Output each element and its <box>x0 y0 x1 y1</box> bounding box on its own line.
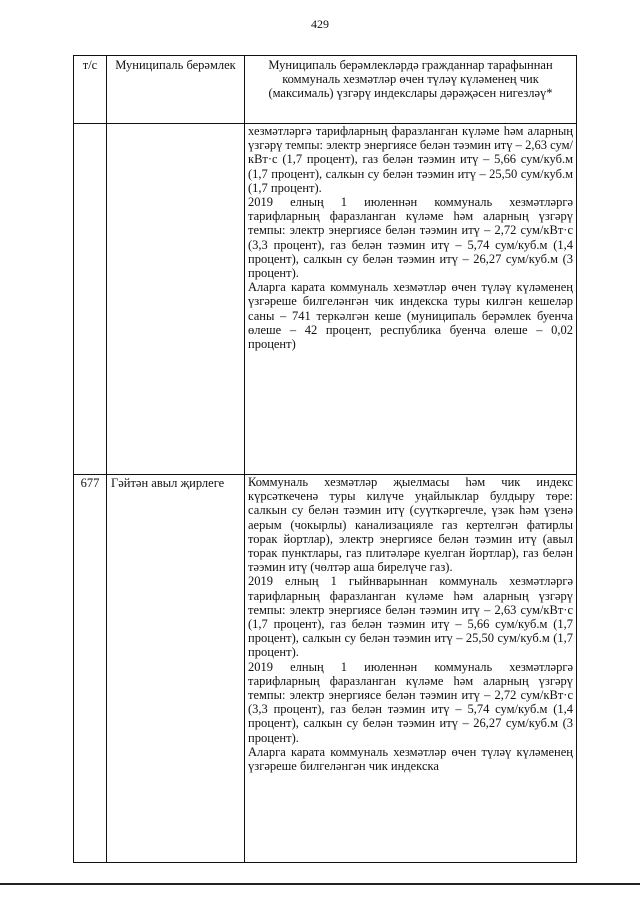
row-justification <box>245 475 577 863</box>
row-number <box>74 124 107 475</box>
header-number: т/с <box>74 56 107 124</box>
header-municipality: Муниципаль берәмлек <box>107 56 245 124</box>
paragraph: Коммуналь хезмәтләр җыелмасы һәм чик индекс күрсәткеченә туры килүче уңайлыклар булдыру төре: салкын су белән тәэмин итү (суүткәргечле, үзәк һәм үзенә аерым (чокырлы) канализацияле газ кертелгән фатирлы торак йортлар), электр энергиясе белән тәэмин итү (авыл торак пунктлары, газ плитәләре куелган йортлар), газ белән тәэмин итү (чөлтәр аша бирелүче газ). <box>248 475 573 575</box>
paragraph: хезмәтләргә тарифларның фаразланган күләме һәм аларның үзгәрү темпы: электр энергиясе белән тәэмин итү – 2,63 сум/кВт·с (1,7 процент), газ белән тәэмин итү – 5,66 сум/куб.м (1,7 процент), салкын су белән тәэмин итү – 25,50 сум/куб.м (1,7 процент). <box>248 124 573 195</box>
row-municipality <box>107 124 245 475</box>
paragraph: 2019 елның 1 июленнән коммуналь хезмәтләргә тарифларның фаразланган күләме һәм аларның үзгәрү темпы: электр энергиясе белән тәэмин итү – 2,72 сум/кВт·с (3,3 процент), газ белән тәэмин итү – 5,74 сум/куб.м (1,4 процент), салкын су белән тәэмин итү – 26,27 сум/куб.м (3 процент). <box>248 195 573 281</box>
paragraph: 2019 елның 1 июленнән коммуналь хезмәтләргә тарифларның фаразланган күләме һәм аларның үзгәрү темпы: электр энергиясе белән тәэмин итү – 2,72 сум/кВт·с (3,3 процент), газ белән тәэмин итү – 5,74 сум/куб.м (1,4 процент), салкын су белән тәэмин итү – 26,27 сум/куб.м (3 процент). <box>248 659 573 745</box>
paragraph: Аларга карата коммуналь хезмәтләр өчен түләү күләменең үзгәреше билгеләнгән чик индекска <box>248 744 573 774</box>
index-table <box>73 55 577 863</box>
header-justification: Муниципаль берәмлекләрдә гражданнар тарафыннан коммуналь хезмәтләр өчен түләү күләменең чик (максималь) үзгәрү индекслары дәрәҗәсен нигезләү* <box>245 56 577 124</box>
row-justification <box>245 124 577 475</box>
page-number: 429 <box>311 17 329 31</box>
table-header-row <box>74 56 577 124</box>
scan-edge-line <box>0 883 640 885</box>
paragraph: Аларга карата коммуналь хезмәтләр өчен түләү күләменең үзгәреше билгеләнгән чик индекска туры килгән кешеләр саны – 741 теркәлгән кеше (муниципаль берәмлек буенча өлеше – 42 процент, республика буенча өлеше – 0,02 процент) <box>248 280 573 352</box>
row-number: 677 <box>74 475 107 863</box>
row-municipality: Гәйтән авыл җирлеге <box>107 475 245 863</box>
paragraph: 2019 елның 1 гыйнварыннан коммуналь хезмәтләргә тарифларның фаразланган күләме һәм аларның үзгәрү темпы: электр энергиясе белән тәэмин итү – 2,63 сум/кВт·с (1,7 процент), газ белән тәэмин итү – 5,66 сум/куб.м (1,7 процент), салкын су белән тәэмин итү – 25,50 сум/куб.м (1,7 процент). <box>248 574 573 660</box>
table-row <box>74 124 577 475</box>
table-row <box>74 475 577 863</box>
